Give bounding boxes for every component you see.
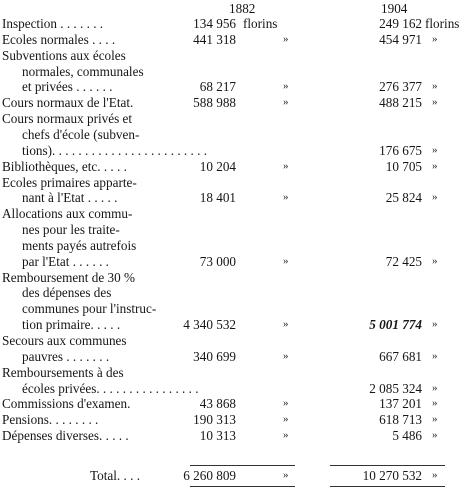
- value-1882: 588 988: [193, 95, 236, 111]
- row-label: Remboursement de 30 %: [2, 269, 135, 285]
- unit-1882: »: [283, 32, 289, 45]
- unit-1904: »: [432, 413, 438, 426]
- unit-1882: »: [283, 80, 289, 93]
- value-1904: 10 705: [385, 158, 422, 174]
- value-1904: 488 215: [379, 95, 422, 111]
- value-1882: 73 000: [199, 253, 236, 269]
- value-1904: 72 425: [385, 253, 422, 269]
- unit-1904: »: [432, 143, 438, 156]
- unit-1882: »: [283, 191, 289, 204]
- value-1904: 2 085 324: [369, 380, 422, 396]
- value-1882: 18 401: [199, 190, 236, 206]
- unit-1882: »: [283, 318, 289, 331]
- row-label: pauvres . . . . . . .: [22, 348, 110, 364]
- table-row: [0, 64, 465, 79]
- table-row: [0, 317, 465, 332]
- unit-1882: »: [283, 96, 289, 109]
- unit-1882: »: [283, 413, 289, 426]
- unit-1904: florins: [425, 16, 460, 31]
- value-1882: 10 313: [199, 428, 236, 444]
- row-label: nant à l'Etat . . . . .: [22, 190, 118, 206]
- unit-1904: »: [432, 159, 438, 172]
- row-label: écoles privées. . . . . . . . . . . . . . . .: [22, 380, 199, 396]
- value-1882: 190 313: [193, 412, 236, 428]
- unit-1904: »: [432, 254, 438, 267]
- unit-1904: »: [432, 381, 438, 394]
- table-row: [0, 95, 465, 110]
- row-label: des dépenses des: [22, 285, 112, 301]
- value-1882: 441 318: [193, 31, 236, 47]
- value-1904: 176 675: [379, 142, 422, 158]
- unit-1904: »: [432, 429, 438, 442]
- table-row: [0, 190, 465, 205]
- table-row: [0, 365, 465, 380]
- row-label: et privées . . . . . .: [22, 79, 113, 95]
- table-row: [0, 349, 465, 364]
- table-row: [0, 301, 465, 316]
- unit-1882: florins: [243, 16, 278, 31]
- table-row: [0, 143, 465, 158]
- header-year-1904: 1904: [381, 1, 408, 16]
- value-1882: 68 217: [199, 79, 236, 95]
- value-1904: 276 377: [379, 79, 422, 95]
- unit-1904: »: [432, 80, 438, 93]
- table-row: [0, 79, 465, 94]
- row-label: Ecoles primaires apparte-: [2, 174, 137, 190]
- header-year-1882: 1882: [229, 1, 256, 16]
- total-box-1882: [190, 465, 295, 487]
- total-unit-1882: »: [283, 469, 289, 481]
- total-1904: 10 270 532: [362, 468, 422, 483]
- unit-1904: »: [432, 32, 438, 45]
- unit-1904: »: [432, 96, 438, 109]
- table-row: [0, 412, 465, 427]
- unit-1904: »: [432, 397, 438, 410]
- table-row: [0, 206, 465, 221]
- value-1904: 137 201: [379, 396, 422, 412]
- value-1904: 454 971: [379, 31, 422, 47]
- table-row: [0, 127, 465, 142]
- table-row: [0, 48, 465, 63]
- total-unit-1904: »: [432, 469, 438, 481]
- row-label: tion primaire. . . . .: [22, 317, 121, 333]
- unit-1882: »: [283, 254, 289, 267]
- row-label: communes pour l'instruc-: [22, 301, 157, 317]
- table-row: [0, 333, 465, 348]
- row-label: chefs d'école (subven-: [22, 126, 140, 142]
- unit-1904: »: [432, 349, 438, 362]
- table-row: [0, 111, 465, 126]
- value-1904: 667 681: [379, 348, 422, 364]
- row-label: Dépenses diverses. . . . .: [2, 428, 129, 444]
- value-1904: 5 001 774: [369, 317, 422, 333]
- value-1882: 4 340 532: [183, 317, 236, 333]
- unit-1882: »: [283, 349, 289, 362]
- row-label: Cours normaux de l'Etat.: [2, 95, 134, 111]
- row-label: normales, communales: [22, 63, 144, 79]
- unit-1904: »: [432, 318, 438, 331]
- table-row: [0, 396, 465, 411]
- row-label: Bibliothèques, etc. . . . .: [2, 158, 127, 174]
- table-row: [0, 222, 465, 237]
- row-label: nes pour les traite-: [22, 222, 120, 238]
- total-label: Total. . . .: [90, 468, 140, 483]
- unit-1882: »: [283, 397, 289, 410]
- row-label: Commissions d'examen.: [2, 396, 131, 412]
- table-row: [0, 32, 465, 47]
- table-row: [0, 381, 465, 396]
- row-label: tions). . . . . . . . . . . . . . . . . . . . . . . .: [22, 142, 207, 158]
- value-1882: 340 699: [193, 348, 236, 364]
- total-box-1904: [330, 465, 445, 487]
- unit-1882: »: [283, 429, 289, 442]
- unit-1882: »: [283, 159, 289, 172]
- table-row: [0, 285, 465, 300]
- table-row: [0, 254, 465, 269]
- table-row: [0, 238, 465, 253]
- row-label: Ecoles normales . . . .: [2, 31, 116, 47]
- value-1882: 134 956: [193, 16, 236, 31]
- row-label: Cours normaux privés et: [2, 111, 133, 127]
- row-label: Secours aux communes: [2, 333, 127, 348]
- row-label: Allocations aux commu-: [2, 206, 133, 222]
- row-label: ments payés autrefois: [22, 237, 137, 253]
- table-row: [0, 428, 465, 443]
- value-1904: 249 162: [379, 16, 422, 31]
- total-1882: 6 260 809: [183, 468, 236, 483]
- row-label: Pensions. . . . . . . .: [2, 412, 99, 428]
- value-1904: 25 824: [385, 190, 422, 206]
- value-1882: 43 868: [199, 396, 236, 412]
- unit-1904: »: [432, 191, 438, 204]
- table-row: [0, 270, 465, 285]
- value-1882: 10 204: [199, 158, 236, 174]
- row-label: Remboursements à des: [2, 364, 124, 380]
- row-label: par l'Etat . . . . . .: [22, 253, 109, 269]
- value-1904: 618 713: [379, 412, 422, 428]
- value-1904: 5 486: [392, 428, 422, 444]
- row-label: Inspection . . . . . . .: [2, 16, 104, 31]
- table-row: [0, 159, 465, 174]
- table-row: [0, 16, 465, 31]
- row-label: Subventions aux écoles: [2, 47, 126, 63]
- table-row: [0, 175, 465, 190]
